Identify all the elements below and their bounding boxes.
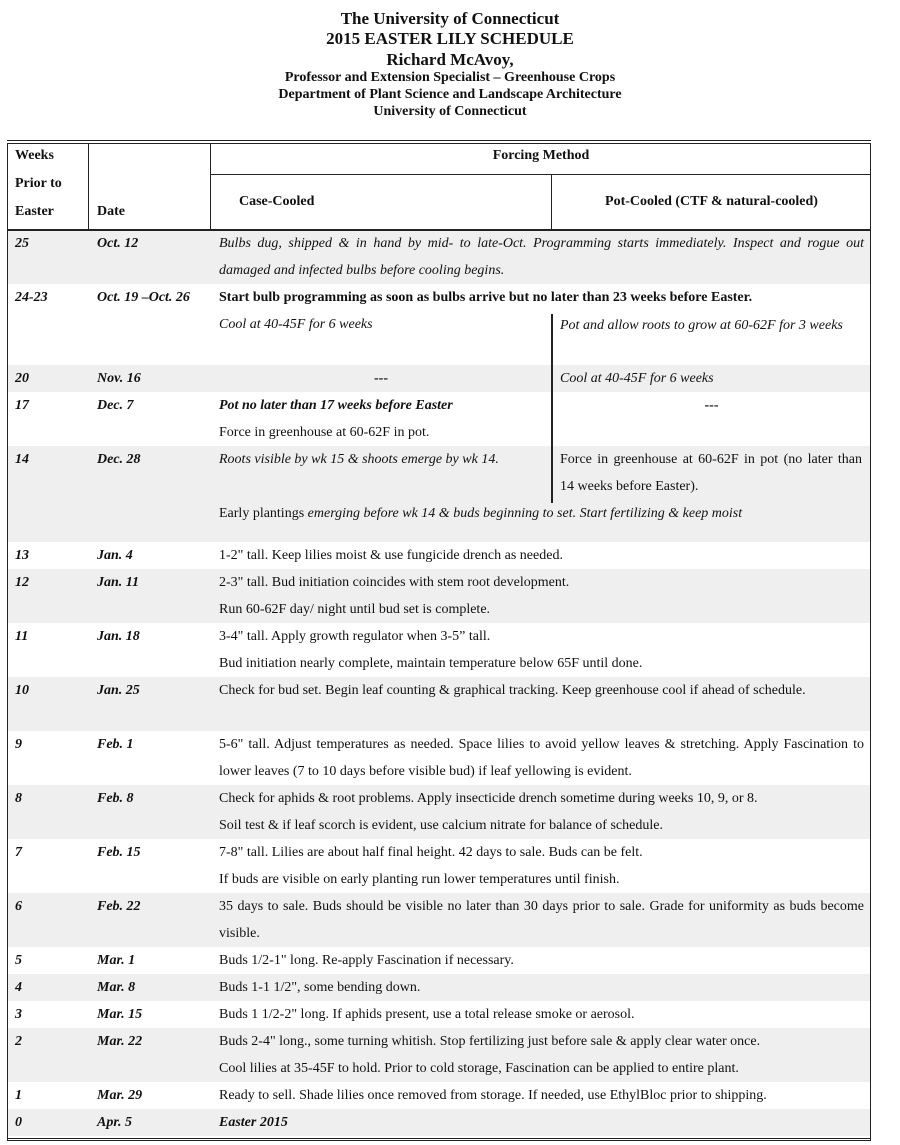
header-line-4: Professor and Extension Specialist – Greenhouse Crops [284, 70, 616, 86]
row-17-weeks: 17 [15, 398, 29, 413]
row-1-weeks: 1 [15, 1088, 22, 1103]
row-24-weeks: 24-23 [15, 290, 48, 305]
row-0-text: Easter 2015 [219, 1115, 288, 1130]
row-12-text-1: 2-3" tall. Bud initiation coincides with stem root development. [219, 575, 570, 590]
col-weeks-line2: Prior to [15, 176, 62, 191]
row-13-weeks: 13 [15, 548, 29, 563]
row-20-pot: Cool at 40-45F for 6 weeks [560, 371, 714, 386]
row-3-text: Buds 1 1/2-2" long. If aphids present, use a total release smoke or aerosol. [219, 1007, 635, 1022]
row-2-date: Mar. 22 [97, 1034, 143, 1049]
row-4-weeks: 4 [15, 980, 22, 995]
row-14-date: Dec. 28 [97, 452, 141, 467]
col-case-cooled: Case-Cooled [239, 194, 315, 209]
col-weeks-line1: Weeks [15, 148, 54, 163]
row-14-text-part-1: Early plantings [219, 506, 308, 521]
row-17-date: Dec. 7 [97, 398, 134, 413]
row-10-date: Jan. 25 [97, 683, 140, 698]
col-forcing-method: Forcing Method [492, 148, 590, 163]
row-11-text-2: Bud initiation nearly complete, maintain temperature below 65F until done. [219, 656, 643, 671]
row-2-text-2: Cool lilies at 35-45F to hold. Prior to cold storage, Fascination can be applied to entire plant. [219, 1061, 739, 1076]
row-14-weeks: 14 [15, 452, 29, 467]
row-17-case-1: Pot no later than 17 weeks before Easter [219, 398, 453, 413]
row-17-case-2: Force in greenhouse at 60-62F in pot. [219, 425, 430, 440]
row-13-text: 1-2" tall. Keep lilies moist & use fungicide drench as needed. [219, 548, 563, 563]
row-10-text: Check for bud set. Begin leaf counting & graphical tracking. Keep greenhouse cool if ahead of schedule. [219, 683, 806, 698]
row-20-weeks: 20 [15, 371, 29, 386]
row-11-date: Jan. 18 [97, 629, 140, 644]
row-11-text-1: 3-4" tall. Apply growth regulator when 3-5” tall. [219, 629, 491, 644]
row-9-date: Feb. 1 [97, 737, 134, 752]
row-6-weeks: 6 [15, 899, 22, 914]
schedule-table [7, 143, 871, 1141]
header-line-1: The University of Connecticut [340, 9, 560, 28]
row-2-text-1: Buds 2-4" long., some turning whitish. Stop fertilizing just before sale & apply clear water once. [219, 1034, 761, 1049]
row-2-weeks: 2 [15, 1034, 22, 1049]
row-12-date: Jan. 11 [97, 575, 140, 590]
col-date: Date [97, 204, 125, 219]
header-line-2: 2015 EASTER LILY SCHEDULE [326, 29, 574, 49]
row-14-pot: Force in greenhouse at 60-62F in pot (no later than 14 weeks before Easter). [560, 452, 862, 494]
row-1-date: Mar. 29 [97, 1088, 143, 1103]
row-0-weeks: 0 [15, 1115, 22, 1130]
row-9-weeks: 9 [15, 737, 22, 752]
row-25-weeks: 25 [15, 236, 29, 251]
row-14-text-part-2: emerging before wk 14 & buds beginning to set. Start fertilizing & keep moist [307, 506, 743, 521]
row-24-text: Start bulb programming as soon as bulbs arrive but no later than 23 weeks before Easter. [219, 290, 753, 305]
row-25-text: Bulbs dug, shipped & in hand by mid- to late-Oct. Programming starts immediately. Inspect and rogue out damaged and infected bulbs before cooling begins. [219, 236, 864, 278]
row-11-weeks: 11 [15, 629, 29, 644]
row-12-text-2: Run 60-62F day/ night until bud set is complete. [219, 602, 491, 617]
document-header [0, 9, 900, 121]
row-1-text: Ready to sell. Shade lilies once removed from storage. If needed, use EthylBloc prior to shipping. [219, 1088, 767, 1103]
row-8-weeks: 8 [15, 791, 22, 806]
row-5-text: Buds 1/2-1" long. Re-apply Fascination if necessary. [219, 953, 514, 968]
row-14-case: Roots visible by wk 15 & shoots emerge by wk 14. [219, 452, 499, 467]
row-5-weeks: 5 [15, 953, 22, 968]
row-10-weeks: 10 [15, 683, 29, 698]
row-8-text-2: Soil test & if leaf scorch is evident, use calcium nitrate for balance of schedule. [219, 818, 663, 833]
row-24-pot: Pot and allow roots to grow at 60-62F for 3 weeks [560, 318, 843, 333]
row-12-weeks: 12 [15, 575, 29, 590]
header-line-3: Richard McAvoy, [386, 49, 514, 69]
row-4-text: Buds 1-1 1/2", some bending down. [219, 980, 421, 995]
row-8-text-1: Check for aphids & root problems. Apply insecticide drench sometime during weeks 10, 9, or 8. [219, 791, 758, 806]
row-3-date: Mar. 15 [97, 1007, 143, 1022]
row-6-text: 35 days to sale. Buds should be visible no later than 30 days prior to sale. Grade for uniformity as buds become visible. [219, 899, 864, 941]
row-3-weeks: 3 [15, 1007, 22, 1022]
row-24-date: Oct. 19 –Oct. 26 [97, 290, 190, 305]
row-5-date: Mar. 1 [97, 953, 136, 968]
row-0-date: Apr. 5 [97, 1115, 133, 1130]
header-line-6: University of Connecticut [373, 103, 527, 119]
col-pot-cooled: Pot-Cooled (CTF & natural-cooled) [605, 194, 818, 209]
row-14-text [219, 500, 742, 527]
row-7-text-1: 7-8" tall. Lilies are about half final height. 42 days to sale. Buds can be felt. [219, 845, 643, 860]
row-9-text: 5-6" tall. Adjust temperatures as needed. Space lilies to avoid yellow leaves & stretching. Apply Fascination to lower leaves (7 to 10 days before visible bud) if leaf yellowing is evident. [219, 737, 864, 779]
row-20-case: --- [374, 371, 388, 386]
header-line-5: Department of Plant Science and Landscape Architecture [278, 86, 622, 102]
row-7-text-2: If buds are visible on early planting run lower temperatures until finish. [219, 872, 620, 887]
row-7-date: Feb. 15 [97, 845, 141, 860]
row-17-pot: --- [704, 398, 719, 413]
row-24-case: Cool at 40-45F for 6 weeks [219, 317, 373, 332]
row-4-date: Mar. 8 [97, 980, 136, 995]
col-weeks-line3: Easter [15, 204, 54, 219]
row-8-date: Feb. 8 [97, 791, 134, 806]
row-20-date: Nov. 16 [97, 371, 141, 386]
row-13-date: Jan. 4 [97, 548, 133, 563]
row-25-date: Oct. 12 [97, 236, 139, 251]
row-7-weeks: 7 [15, 845, 22, 860]
row-6-date: Feb. 22 [97, 899, 141, 914]
